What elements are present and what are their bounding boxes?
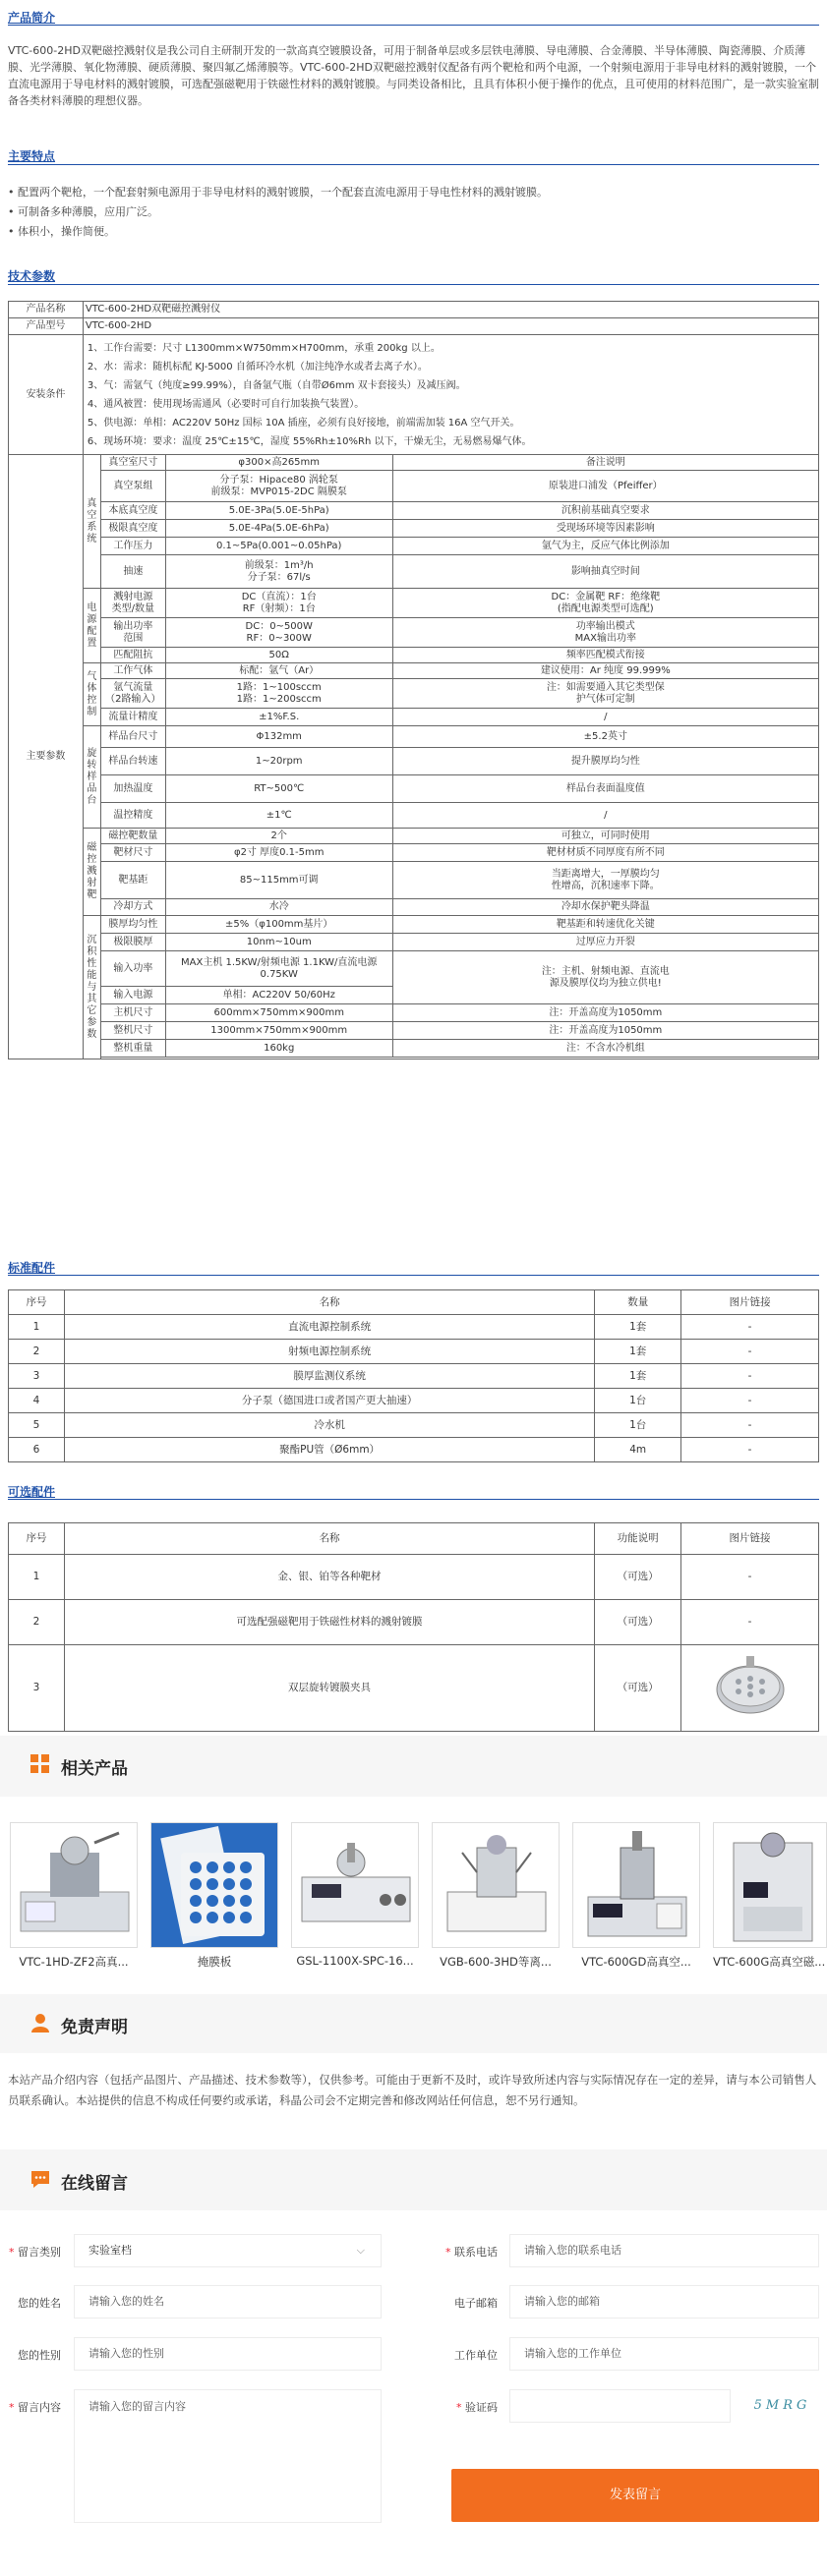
product-image[interactable] — [713, 1822, 827, 1948]
divider — [8, 284, 819, 285]
email-label: 电子邮箱 — [454, 2297, 498, 2310]
product-image[interactable] — [10, 1822, 138, 1948]
divider — [8, 25, 819, 26]
message-title: 在线留言 — [61, 2174, 128, 2194]
param-label: 主要参数 — [9, 455, 84, 1059]
standard-section-title: 标准配件 — [8, 1261, 56, 1275]
features-section-title: 主要特点 — [8, 149, 56, 163]
product-image[interactable] — [150, 1822, 278, 1948]
product-image[interactable] — [572, 1822, 700, 1948]
related-product-card[interactable] — [432, 1822, 560, 1970]
captcha-image[interactable]: 5MRG — [753, 2398, 811, 2413]
phone-label: * 联系电话 — [445, 2246, 498, 2259]
fixture-image[interactable] — [681, 1645, 819, 1732]
install-item: 6、现场环境：要求：温度 25℃±15℃，湿度 55%Rh±10%Rh 以下，干燥无尘，无易燃易爆气体。 — [87, 435, 532, 447]
submit-button[interactable]: 发表留言 — [451, 2469, 819, 2522]
group-label-performance: 沉 积 性 能 与 其 它 参 数 — [83, 916, 100, 1059]
intro-section-title: 产品简介 — [8, 11, 56, 25]
product-caption[interactable]: VGB-600-3HD等离... — [440, 1955, 552, 1969]
optional-section-title: 可选配件 — [8, 1485, 56, 1499]
captcha-label: * 验证码 — [456, 2401, 498, 2414]
table-row: 1 直流电源控制系统 1套 - — [9, 1315, 819, 1340]
product-caption[interactable]: 掩膜板 — [197, 1955, 232, 1969]
product-image[interactable] — [432, 1822, 560, 1948]
param-value: VTC-600-2HD — [83, 318, 818, 335]
feature-item: • 体积小，操作简便。 — [8, 225, 115, 238]
param-label: 产品名称 — [9, 302, 84, 318]
content-label: * 留言内容 — [9, 2401, 61, 2414]
group-label-vacuum: 真 空 系 统 — [83, 455, 100, 589]
standard-table: 序号 名称 数量 图片链接 1 直流电源控制系统 1套 - 2 射频电源控制系统 1套 - 3 膜厚监测仪系统 1套 - 4 分子泵（德国进口或者国产更大抽速） 1台 - 5 冷水机 1台 - 6 聚酯PU管（Ø6mm） 4m - — [8, 1289, 819, 1462]
related-product-card[interactable] — [291, 1822, 419, 1968]
product-caption[interactable]: GSL-1100X-SPC-16... — [296, 1954, 414, 1968]
related-title: 相关产品 — [61, 1759, 128, 1779]
related-product-card[interactable] — [713, 1822, 827, 1970]
table-row: 5 冷水机 1台 - — [9, 1413, 819, 1438]
email-input[interactable]: 请输入您的邮箱 — [509, 2285, 819, 2318]
params-section-title: 技术参数 — [8, 269, 56, 283]
optional-table: 序号 名称 功能说明 图片链接 1 金、银、铂等各种靶材 （可选） - 2 可选配强磁靶用于铁磁性材料的溅射镀膜 （可选） - 3 双层旋转镀膜夹具 （可选） — [8, 1522, 819, 1732]
related-product-card[interactable] — [150, 1822, 278, 1970]
install-item: 5、供电源：单相：AC220V 50Hz 国标 10A 插座，必须有良好接地，前端需加装 16A 空气开关。 — [87, 417, 520, 429]
gender-label: 您的性别 — [18, 2349, 61, 2362]
param-label: 安装条件 — [9, 335, 84, 455]
install-item: 1、工作台需要：尺寸 L1300mm×W750mm×H700mm，承重 200kg 以上。 — [87, 342, 441, 354]
table-row: 6 聚酯PU管（Ø6mm） 4m - — [9, 1438, 819, 1462]
company-input[interactable]: 请输入您的工作单位 — [509, 2337, 819, 2371]
gender-input[interactable]: 请输入您的性别 — [74, 2337, 382, 2371]
chevron-down-icon: ⌵ — [356, 2244, 365, 2257]
content-textarea[interactable]: 请输入您的留言内容 — [74, 2389, 382, 2523]
install-conditions — [83, 335, 818, 455]
type-select[interactable]: 实验室档 ⌵ — [74, 2234, 382, 2267]
table-row: 2 射频电源控制系统 1套 - — [9, 1340, 819, 1364]
feature-item: • 可制备多种薄膜，应用广泛。 — [8, 205, 158, 218]
grid-icon — [30, 1753, 53, 1777]
name-label: 您的姓名 — [18, 2297, 61, 2310]
feature-item: • 配置两个靶枪，一个配套射频电源用于非导电材料的溅射镀膜，一个配套直流电源用于导电性材料的溅射镀膜。 — [8, 186, 548, 199]
features-list — [8, 183, 819, 242]
company-label: 工作单位 — [454, 2349, 498, 2362]
intro-text: VTC-600-2HD双靶磁控溅射仪是我公司自主研制开发的一款高真空镀膜设备，可用于制备单层或多层铁电薄膜、导电薄膜、合金薄膜、半导体薄膜、陶瓷薄膜、介质薄膜、光学薄膜、氧化物薄膜、硬质薄膜、聚四氟乙烯薄膜等。VTC-600-2HD双靶磁控溅射仪配备有两个靶枪和两个电源，一个射频电源用于非导电材料的溅射镀膜，一个直流电源用于导电材料的溅射镀膜，可选配强磁靶用于铁磁性材料的溅射镀膜。与同类设备相比，且具有体积小便于操作的优点，且可使用的材料范围广，是一款实验室制备各类材料薄膜的理想仪器。 — [8, 44, 819, 107]
table-row: 1 金、银、铂等各种靶材 （可选） - — [9, 1555, 819, 1600]
table-row: 3 膜厚监测仪系统 1套 - — [9, 1364, 819, 1389]
group-label-rotation: 旋 转 样 品 台 — [83, 726, 100, 829]
chat-icon — [30, 2168, 53, 2192]
param-label: 产品型号 — [9, 318, 84, 335]
install-item: 4、通风被置：使用现场需通风（必要时可自行加装换气装置）。 — [87, 398, 365, 410]
user-icon — [30, 2012, 53, 2035]
product-caption[interactable]: VTC-600GD高真空... — [581, 1955, 691, 1969]
params-table-wrap — [8, 301, 819, 1059]
standard-table-wrap — [8, 1289, 819, 1462]
optional-table-wrap — [8, 1522, 819, 1732]
install-item: 2、水：需求：随机标配 KJ-5000 自循环冷水机（加注纯净水或者去离子水）。 — [87, 361, 428, 372]
group-label-magnetron: 磁 控 溅 射 靶 — [83, 829, 100, 916]
product-image[interactable] — [291, 1822, 419, 1948]
param-value: VTC-600-2HD双靶磁控溅射仪 — [83, 302, 818, 318]
captcha-input[interactable] — [509, 2389, 731, 2423]
related-product-card[interactable] — [10, 1822, 138, 1970]
group-label-gas: 气 体 控 制 — [83, 663, 100, 726]
params-table: 产品名称 VTC-600-2HD双靶磁控溅射仪 产品型号 VTC-600-2HD 安装条件 1、工作台需要：尺寸 L1300mm×W750mm×H700mm，承重 200kg 以上。 2、水：需求：随机标配 KJ-5000 自循环冷水机（加注纯净水或者去离子水）。 3、气：需氩气（纯度≥99.99%），自备氩气瓶（自带Ø6mm 双卡套接头）及减压阀。 4、通风被置：使用现场需通风（必要时可自行加装换气装置）。 5、供电源：单相：AC220V 50Hz 国标 10A 插座，必须有良好接地，前端需加装 16A 空气开关。 6、现场环境：要求：温度 25℃±15℃，湿度 55%Rh±10%Rh 以下，干燥无尘，无易燃易爆气体。 主要参数 真 空 系 统 真空室尺寸 φ300×高265mm 备注说明 真空泵组 分子泵：Hipace80 涡轮泵 前级泵：MVP015-2DC 隔膜泵 原装进口浦发（Pfeiffer） 本底真空度 5.0E-3Pa(5.0E-5hPa) 沉积前基础真空要求 极限真空度 5.0E-4Pa(5.0E-6hPa) 受现场环境等因素影响 工作压力 0.1~5Pa(0.001~0.05hPa) 氩气为主，反应气体比例添加 抽速 前级泵：1m³/h 分子泵：67l/s 影响抽真空时间 电 源 配 置 溅射电源 类型/数量 DC（直流）：1台 RF（射频）：1台 DC：金属靶 RF：绝缘靶 (指配电源类型可选配) 输出功率 范围 DC：0~500W RF：0~300W 功率输出模式 MAX输出功率 匹配阻抗 50Ω 频率匹配模式衔接 气 体 控 制 工作气体 标配：氩气（Ar） 建议使用：Ar 纯度 99.999% 氩气流量 （2路输入） 1路：1~100sccm 1路：1~200sccm 注：如需要通入其它类型保 护气体可定制 流量计精度 ±1%F.S. / 旋 转 样 品 台 样品台尺寸 Φ132mm ±5.2英寸 样品台转速 1~20rpm 提升膜厚均匀性 加热温度 RT~500℃ 样品台表面温度值 温控精度 ±1℃ / 磁 控 溅 射 靶 磁控靶数量 2个 可独立，可同时使用 靶材尺寸 φ2寸 厚度0.1-5mm 靶材材质不同厚度有所不同 靶基距 85~115mm可调 当距离增大，一厚膜均匀 性增高，沉积速率下降。 冷却方式 水冷 冷却水保护靶头降温 沉 积 性 能 与 其 它 参 数 膜厚均匀性 ±5%（φ100mm基片） 靶基距和转速优化关键 极限膜厚 10nm~10um 过厚应力开裂 输入功率 MAX主机 1.5KW/射频电源 1.1KW/直流电源 0.75KW 注：主机、射频电源、直流电 源及膜厚仪均为独立供电! 输入电源 单相：AC220V 50/60Hz 主机尺寸 600mm×750mm×900mm 注：开盖高度为1050mm 整机尺寸 1300mm×750mm×900mm 注：开盖高度为1050mm 整机重量 160kg 注：不含水冷机组 — [8, 301, 819, 1059]
disclaimer-text: 本站产品介绍内容（包括产品图片、产品描述、技术参数等），仅供参考。可能由于更新不及时，或许导致所述内容与实际情况存在一定的差异，请与本公司销售人员联系确认。本站提供的信息不构成任何要约或承诺，科晶公司会不定期完善和修改网站任何信息，恕不另行通知。 — [8, 2073, 817, 2107]
fixture-thumbnail-icon — [711, 1652, 790, 1721]
table-row: 3 双层旋转镀膜夹具 （可选） — [9, 1645, 819, 1732]
divider — [8, 1499, 819, 1500]
disclaimer-title: 免责声明 — [61, 2018, 128, 2037]
group-label-power: 电 源 配 置 — [83, 589, 100, 663]
type-label: * 留言类别 — [9, 2246, 61, 2259]
install-item: 3、气：需氩气（纯度≥99.99%），自备氩气瓶（自带Ø6mm 双卡套接头）及减压阀。 — [87, 379, 466, 391]
related-product-card[interactable] — [572, 1822, 700, 1970]
product-caption[interactable]: VTC-600G高真空磁... — [713, 1955, 826, 1969]
phone-input[interactable]: 请输入您的联系电话 — [509, 2234, 819, 2267]
table-row: 4 分子泵（德国进口或者国产更大抽速） 1台 - — [9, 1389, 819, 1413]
name-input[interactable]: 请输入您的姓名 — [74, 2285, 382, 2318]
divider — [8, 164, 819, 165]
product-caption[interactable]: VTC-1HD-ZF2高真... — [19, 1955, 129, 1969]
divider — [8, 1275, 819, 1276]
table-row: 2 可选配强磁靶用于铁磁性材料的溅射镀膜 （可选） - — [9, 1600, 819, 1645]
